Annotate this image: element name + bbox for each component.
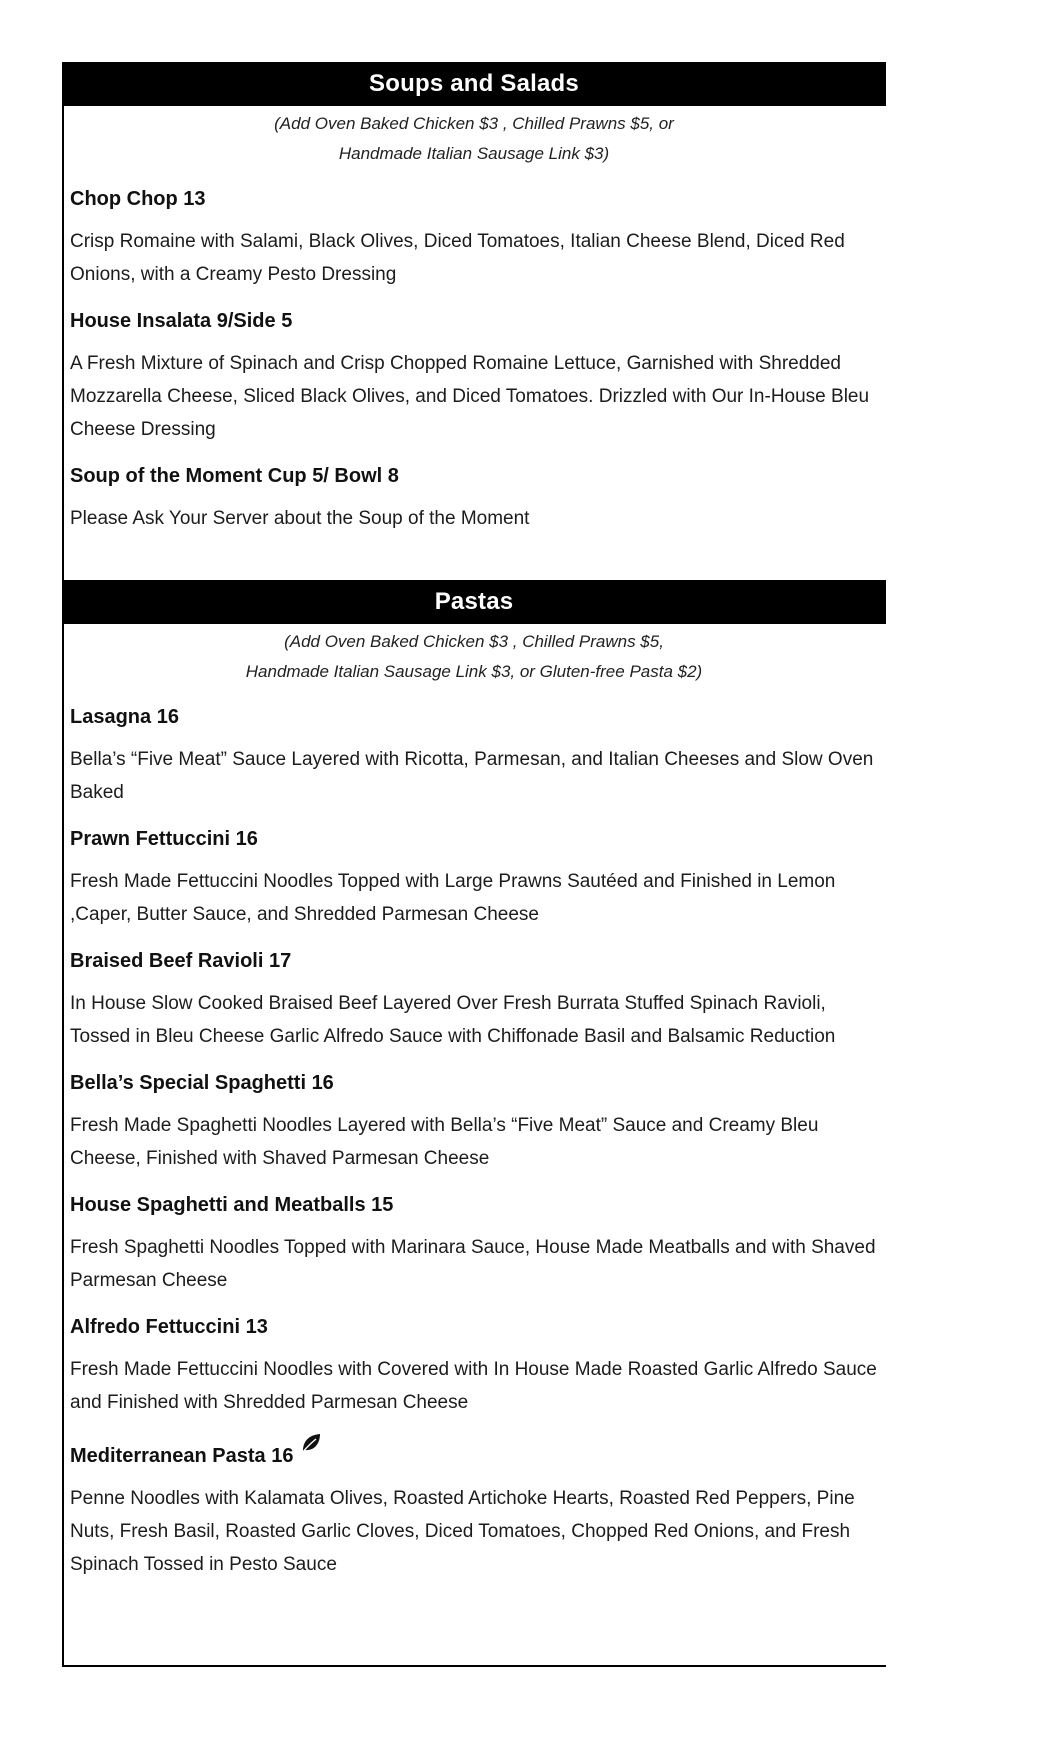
menu-item: [62, 948, 886, 1053]
item-description: Crisp Romaine with Salami, Black Olives, Diced Tomatoes, Italian Cheese Blend, Diced Red Onions, with a Creamy Pesto Dressing: [70, 231, 845, 285]
menu-item: [62, 1443, 886, 1581]
item-name-row: [70, 1443, 880, 1469]
section-title: Soups and Salads: [62, 62, 886, 106]
item-name: Alfredo Fettuccini 13: [70, 1316, 268, 1338]
note-line: Handmade Italian Sausage Link $3): [338, 144, 610, 163]
item-name: Soup of the Moment Cup 5/ Bowl 8: [70, 465, 399, 487]
menu-item: [62, 308, 886, 446]
item-description: Penne Noodles with Kalamata Olives, Roasted Artichoke Hearts, Roasted Red Peppers, Pine Nuts, Fresh Basil, Roasted Garlic Cloves, Diced Tomatoes, Chopped Red Onions, and Fresh Spinach Tossed in Pesto Sauce: [70, 1488, 855, 1575]
item-description: In House Slow Cooked Braised Beef Layered Over Fresh Burrata Stuffed Spinach Ravioli, Tossed in Bleu Cheese Garlic Alfredo Sauce with Chiffonade Basil and Balsamic Reduction: [70, 993, 836, 1047]
item-name: Mediterranean Pasta 16: [70, 1445, 294, 1467]
menu-item: [62, 463, 886, 535]
item-description: Fresh Spaghetti Noodles Topped with Marinara Sauce, House Made Meatballs and with Shaved Parmesan Cheese: [70, 1237, 876, 1291]
note-line: (Add Oven Baked Chicken $3 , Chilled Prawns $5, or: [274, 114, 674, 133]
item-description: Bella’s “Five Meat” Sauce Layered with Ricotta, Parmesan, and Italian Cheeses and Slow Oven Baked: [70, 749, 874, 803]
item-name: House Spaghetti and Meatballs 15: [70, 1194, 394, 1216]
note-line: (Add Oven Baked Chicken $3 , Chilled Prawns $5,: [284, 632, 664, 651]
section-note: [62, 627, 886, 687]
item-description: Please Ask Your Server about the Soup of the Moment: [70, 508, 530, 529]
menu-item: [62, 704, 886, 809]
item-name: Prawn Fettuccini 16: [70, 828, 258, 850]
item-name: Braised Beef Ravioli 17: [70, 950, 292, 972]
section-title: Pastas: [62, 580, 886, 624]
item-name: Bella’s Special Spaghetti 16: [70, 1072, 334, 1094]
menu-item: [62, 1192, 886, 1297]
item-description: A Fresh Mixture of Spinach and Crisp Chopped Romaine Lettuce, Garnished with Shredded Mozzarella Cheese, Sliced Black Olives, and Diced Tomatoes. Drizzled with Our In-House Bleu Cheese Dressing: [70, 353, 870, 440]
leaf-icon: [299, 1431, 323, 1455]
section-soups-and-salads: [62, 62, 886, 535]
menu-item: [62, 186, 886, 291]
section-pastas: [62, 580, 886, 1581]
note-line: Handmade Italian Sausage Link $3, or Gluten-free Pasta $2): [245, 662, 703, 681]
item-name: House Insalata 9/Side 5: [70, 310, 293, 332]
menu-item: [62, 1070, 886, 1175]
item-description: Fresh Made Spaghetti Noodles Layered with Bella’s “Five Meat” Sauce and Creamy Bleu Cheese, Finished with Shaved Parmesan Cheese: [70, 1115, 819, 1169]
item-description: Fresh Made Fettuccini Noodles Topped with Large Prawns Sautéed and Finished in Lemon ,Caper, Butter Sauce, and Shredded Parmesan Cheese: [70, 871, 836, 925]
section-note: [62, 109, 886, 169]
item-description: Fresh Made Fettuccini Noodles with Covered with In House Made Roasted Garlic Alfredo Sauce and Finished with Shredded Parmesan Cheese: [70, 1359, 877, 1413]
menu-item: [62, 826, 886, 931]
menu-item: [62, 1314, 886, 1419]
item-name: Chop Chop 13: [70, 188, 206, 210]
item-name: Lasagna 16: [70, 706, 179, 728]
